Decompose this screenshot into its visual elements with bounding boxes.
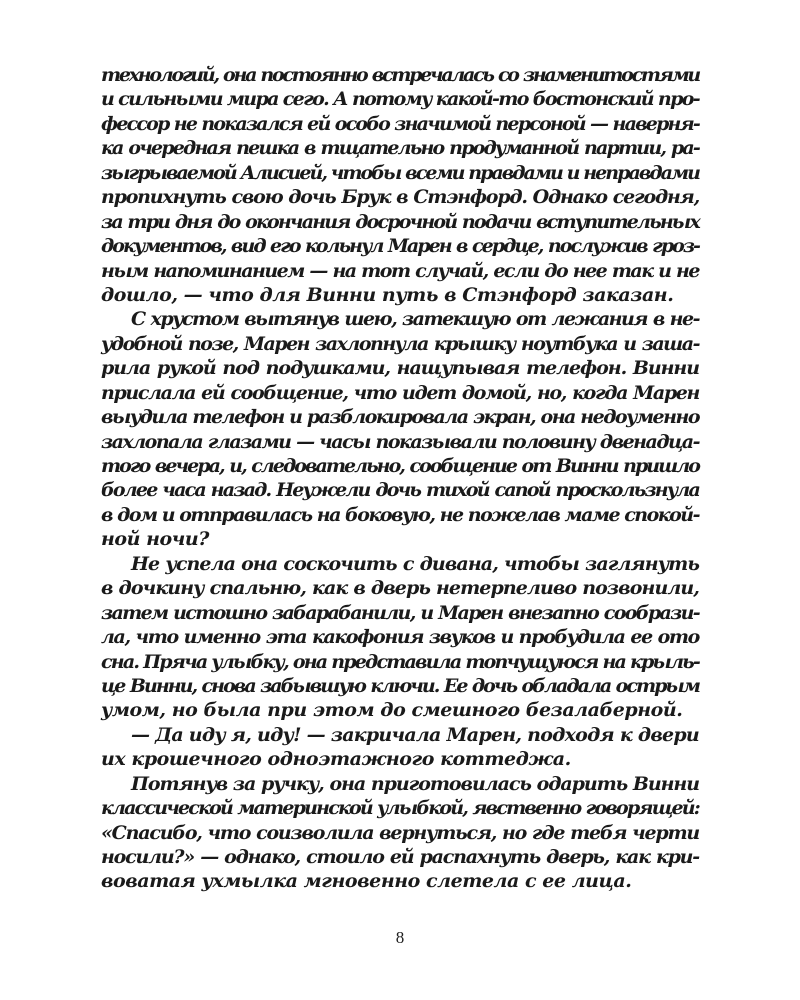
text-line: ной ночи?: [101, 528, 209, 551]
text-line: воватая ухмылка мгновенно слетела с ее лица.: [101, 870, 632, 893]
text-line: це Винни, снова забывшую ключи. Ее дочь обладала острым: [101, 674, 699, 697]
text-line: носили?» — однако, стоило ей распахнуть дверь, как кри-: [101, 846, 699, 868]
text-line: фессор не показался ей особо значимой персоной — наверня-: [101, 112, 699, 135]
text-line: за три дня до окончания досрочной подачи вступительных: [101, 210, 699, 233]
text-line: пропихнуть свою дочь Брук в Стэнфорд. Однако сегодня,: [101, 186, 699, 209]
text-line: того вечера, и, следовательно, сообщение от Винни пришло: [101, 455, 699, 477]
text-line: документов, вид его кольнул Марен в сердце, послужив гроз-: [101, 235, 699, 258]
text-line: ным напоминанием — на тот случай, если до нее так и не: [101, 259, 699, 282]
text-line: рила рукой под подушками, нащупывая телефон. Винни: [101, 357, 699, 380]
text-line: дошло, — что для Винни путь в Стэнфорд заказан.: [101, 283, 674, 306]
text-line: захлопала глазами — часы показывали половину двенадца-: [101, 430, 699, 453]
text-line: сна. Пряча улыбку, она представила топчущуюся на крыль-: [101, 650, 699, 673]
text-line: более часа назад. Неужели дочь тихой сапой проскользнула: [101, 479, 699, 502]
text-line: удобной позе, Марен захлопнула крышку ноутбука и заша-: [101, 332, 699, 355]
text-line: «Спасибо, что соизволила вернуться, но где тебя черти: [101, 821, 699, 844]
text-line: в дочкину спальню, как в дверь нетерпеливо позвонили,: [101, 577, 699, 600]
text-line: — Да иду я, иду! — закричала Марен, подходя к двери: [131, 723, 699, 746]
text-line: ка очередная пешка в тщательно продуманной партии, ра-: [101, 137, 699, 160]
text-line: технологий, она постоянно встречалась со знаменитостями: [101, 64, 699, 86]
text-line: затем истошно забарабанили, и Марен внезапно сообрази-: [101, 601, 699, 624]
text-line: и сильными мира сего. А потому какой-то бостонский про-: [101, 88, 699, 111]
body-text: [101, 63, 699, 894]
text-line: ла, что именно эта какофония звуков и пробудила ее ото: [101, 626, 699, 649]
text-line: С хрустом вытянув шею, затекшую от лежания в не-: [131, 308, 699, 331]
text-line: их крошечного одноэтажного коттеджа.: [101, 748, 571, 771]
text-line: прислала ей сообщение, что идет домой, но, когда Марен: [101, 381, 699, 404]
text-line: в дом и отправилась на боковую, не пожелав маме спокой-: [101, 503, 699, 526]
text-line: выудила телефон и разблокировала экран, она недоуменно: [101, 406, 699, 429]
text-line: классической материнской улыбкой, явственно говорящей:: [101, 797, 699, 820]
page-number: 8: [395, 928, 405, 947]
text-line: Потянув за ручку, она приготовилась одарить Винни: [131, 772, 699, 795]
text-line: зыгрываемой Алисией, чтобы всеми правдами и неправдами: [101, 161, 699, 184]
text-line: Не успела она соскочить с дивана, чтобы заглянуть: [131, 552, 699, 575]
text-line: умом, но была при этом до смешного безалаберной.: [101, 699, 683, 722]
